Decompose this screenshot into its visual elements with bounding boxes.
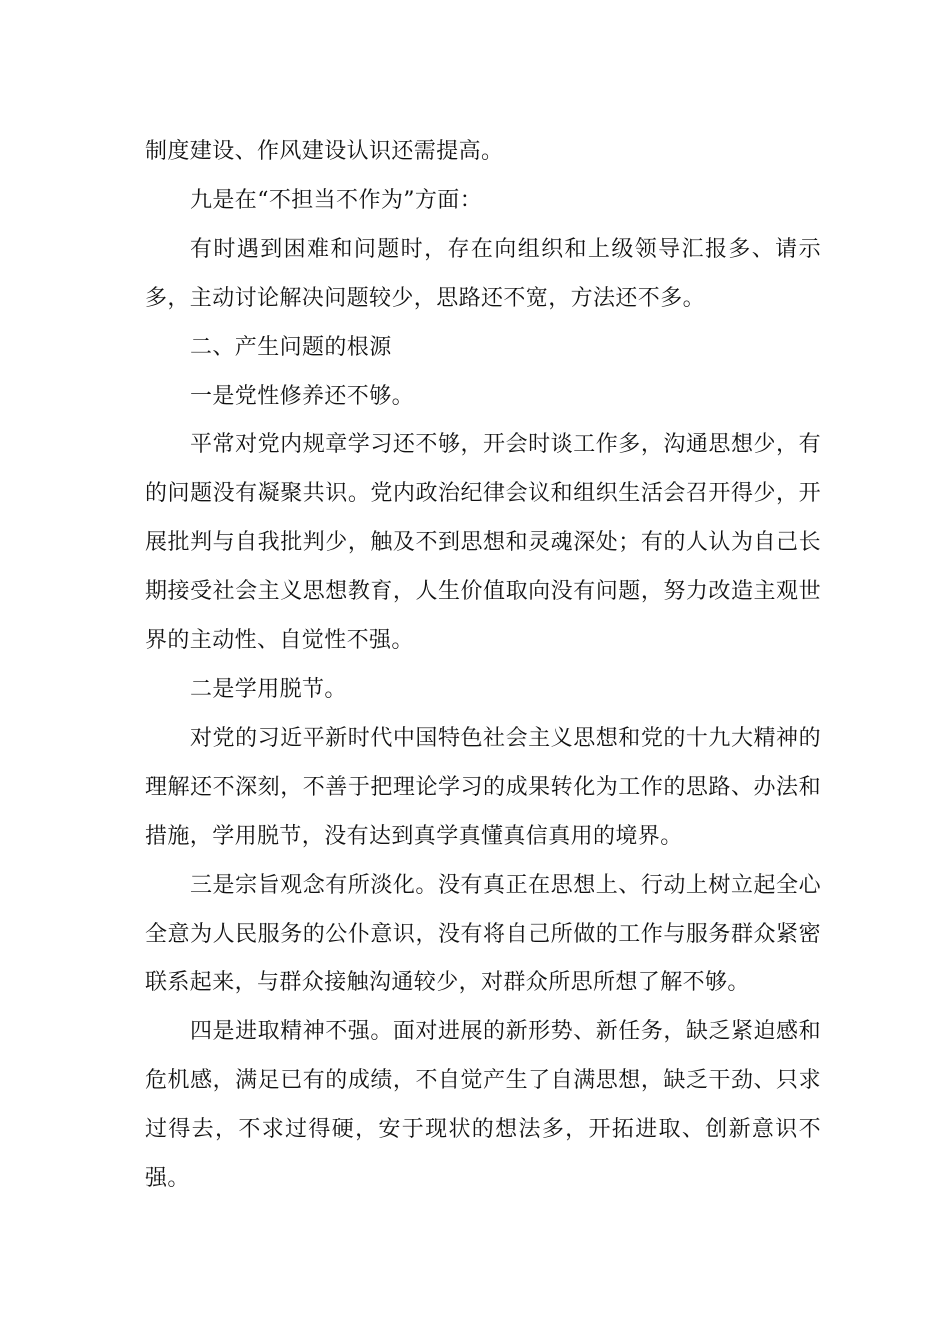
paragraph-2: 九是在“不担当不作为”方面： [190, 187, 483, 213]
paragraph-10: 四是进取精神不强。面对进展的新形势、新任务，缺乏紧迫感和危机感，满足已有的成绩，不自觉产生了自满思想，缺乏干劲、只求过得去，不求过得硬，安于现状的想法多，开拓进取、创新意识不强。 [145, 1019, 821, 1192]
paragraph-8: 对党的习近平新时代中国特色社会主义思想和党的十九大精神的理解还不深刻，不善于把理论学习的成果转化为工作的思路、办法和措施，学用脱节，没有达到真学真懂真信真用的境界。 [145, 725, 821, 849]
document-body [145, 128, 821, 1204]
paragraph-7: 二是学用脱节。 [190, 676, 347, 702]
paragraph-9: 三是宗旨观念有所淡化。没有真正在思想上、行动上树立起全心全意为人民服务的公仆意识，没有将自己所做的工作与服务群众紧密联系起来，与群众接触沟通较少，对群众所思所想了解不够。 [145, 872, 821, 996]
section-heading: 二、产生问题的根源 [190, 334, 392, 360]
paragraph-3: 有时遇到困难和问题时，存在向组织和上级领导汇报多、请示多，主动讨论解决问题较少，思路还不宽，方法还不多。 [145, 236, 821, 311]
paragraph-5: 一是党性修养还不够。 [190, 383, 415, 409]
paragraph-1: 制度建设、作风建设认识还需提高。 [145, 139, 504, 164]
paragraph-6: 平常对党内规章学习还不够，开会时谈工作多，沟通思想少，有的问题没有凝聚共识。党内政治纪律会议和组织生活会召开得少，开展批判与自我批判少，触及不到思想和灵魂深处；有的人认为自己长期接受社会主义思想教育，人生价值取向没有问题，努力改造主观世界的主动性、自觉性不强。 [145, 432, 821, 654]
